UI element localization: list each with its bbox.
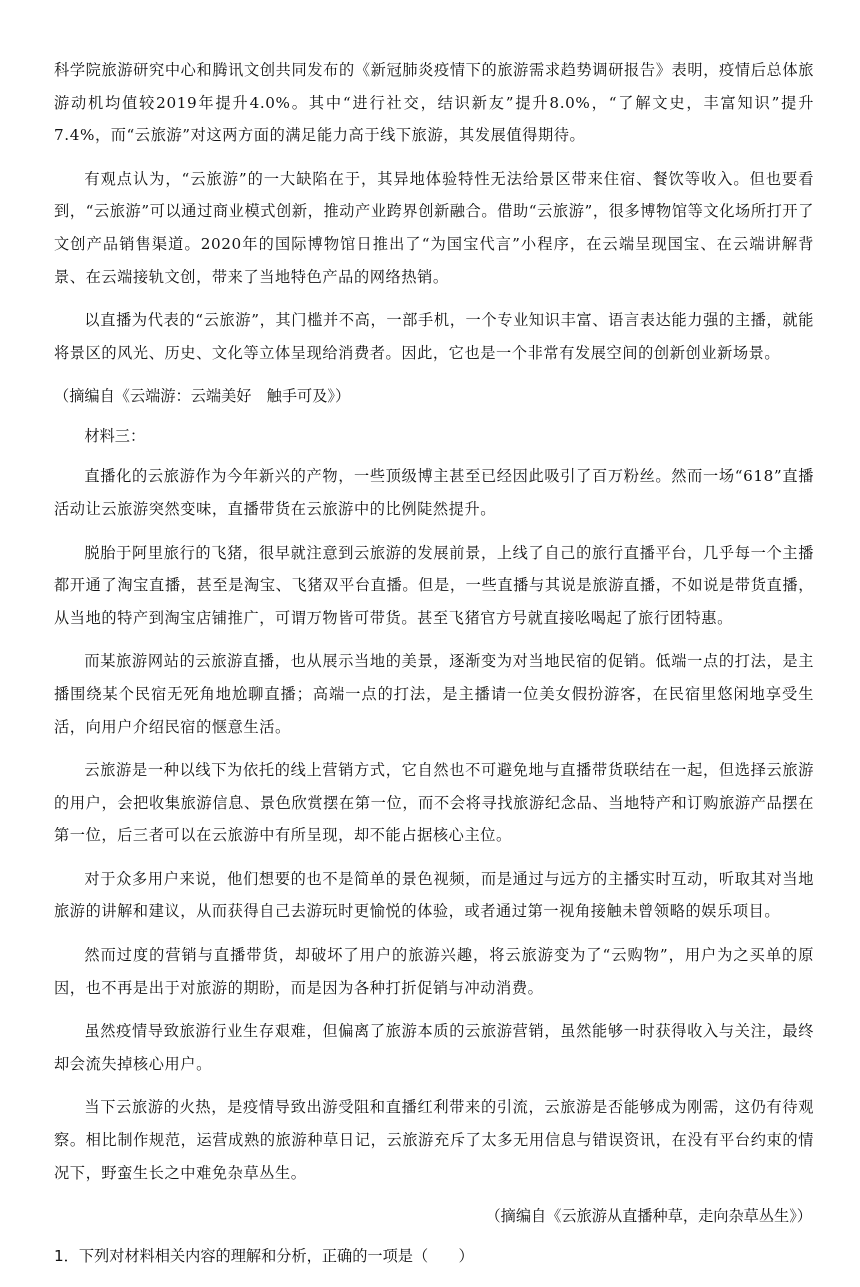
document-page — [54, 54, 814, 1287]
paragraph: 脱胎于阿里旅行的飞猪，很早就注意到云旅游的发展前景，上线了自己的旅行直播平台，几乎每一个主播都开通了淘宝直播，甚至是淘宝、飞猪双平台直播。但是，一些直播与其说是旅游直播，不如说是带货直播，从当地的特产到淘宝店铺推广，可谓万物皆可带货。甚至飞猪官方号就直接吆喝起了旅行团特惠。 — [54, 543, 814, 627]
paragraph: 对于众多用户来说，他们想要的也不是简单的景色视频，而是通过与远方的主播实时互动，听取其对当地旅游的讲解和建议，从而获得自己去游玩时更愉悦的体验，或者通过第一视角接触未曾领略的娱乐项目。 — [54, 869, 814, 921]
paragraph: 当下云旅游的火热，是疫情导致出游受阻和直播红利带来的引流，云旅游是否能够成为刚需，这仍有待观察。相比制作规范，运营成熟的旅游种草日记，云旅游充斥了太多无用信息与错误资讯，在没有平台约束的情况下，野蛮生长之中难免杂草丛生。 — [54, 1098, 814, 1182]
source-citation: （摘编自《云端游：云端美好 触手可及》） — [54, 387, 351, 406]
question-stem: 1．下列对材料相关内容的理解和分析，正确的一项是（ ） — [54, 1247, 474, 1266]
paragraph: 科学院旅游研究中心和腾讯文创共同发布的《新冠肺炎疫情下的旅游需求趋势调研报告》表明，疫情后总体旅游动机均值较2019年提升4.0%。其中“进行社交，结识新友”提升8.0%，“了解文史，丰富知识”提升7.4%，而“云旅游”对这两方面的满足能力高于线下旅游，其发展值得期待。 — [54, 61, 814, 145]
paragraph: 有观点认为，“云旅游”的一大缺陷在于，其异地体验特性无法给景区带来住宿、餐饮等收入。但也要看到，“云旅游”可以通过商业模式创新，推动产业跨界创新融合。借助“云旅游”，很多博物馆等文化场所打开了文创产品销售渠道。2020年的国际博物馆日推出了“为国宝代言”小程序，在云端呈现国宝、在云端讲解背景、在云端接轨文创，带来了当地特色产品的网络热销。 — [54, 169, 814, 286]
paragraph: 直播化的云旅游作为今年新兴的产物，一些顶级博主甚至已经因此吸引了百万粉丝。然而一场“618”直播活动让云旅游突然变味，直播带货在云旅游中的比例陡然提升。 — [54, 467, 814, 518]
section-heading: 材料三： — [84, 427, 146, 446]
paragraph: 云旅游是一种以线下为依托的线上营销方式，它自然也不可避免地与直播带货联结在一起，但选择云旅游的用户，会把收集旅游信息、景色欣赏摆在第一位，而不会将寻找旅游纪念品、当地特产和订购旅游产品摆在第一位，后三者可以在云旅游中有所呈现，却不能占据核心主位。 — [54, 761, 814, 845]
paragraph: 然而过度的营销与直播带货，却破坏了用户的旅游兴趣，将云旅游变为了“云购物”，用户为之买单的原因，也不再是出于对旅游的期盼，而是因为各种打折促销与冲动消费。 — [54, 946, 814, 997]
paragraph: 以直播为代表的“云旅游”，其门槛并不高，一部手机，一个专业知识丰富、语言表达能力强的主播，就能将景区的风光、历史、文化等立体呈现给消费者。因此，它也是一个非常有发展空间的创新创业新场景。 — [54, 311, 814, 362]
paragraph: 虽然疫情导致旅游行业生存艰难，但偏离了旅游本质的云旅游营销，虽然能够一时获得收入与关注，最终却会流失掉核心用户。 — [54, 1022, 814, 1073]
paragraph: 而某旅游网站的云旅游直播，也从展示当地的美景，逐渐变为对当地民宿的促销。低端一点的打法，是主播围绕某个民宿无死角地尬聊直播；高端一点的打法，是主播请一位美女假扮游客，在民宿里悠闲地享受生活，向用户介绍民宿的惬意生活。 — [54, 652, 814, 736]
source-citation: （摘编自《云旅游从直播种草，走向杂草丛生》） — [485, 1207, 812, 1226]
